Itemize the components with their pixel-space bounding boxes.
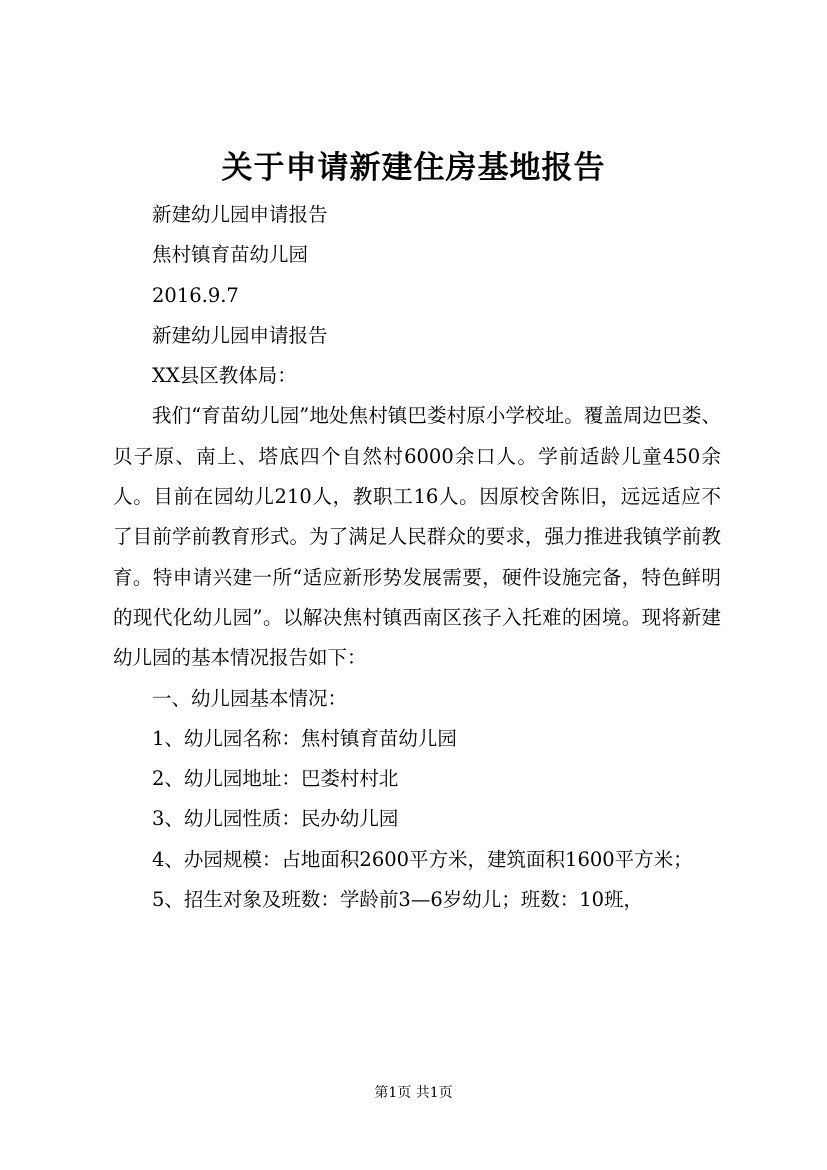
document-body — [113, 195, 721, 920]
paragraph-date: 2016.9.7 — [152, 283, 239, 307]
paragraph-item-2: 2、幼儿园地址：巴娄村村北 — [152, 767, 399, 791]
page-footer: 第1页 共1页 — [374, 1085, 453, 1101]
paragraph-subtitle: 新建幼儿园申请报告 — [152, 203, 328, 226]
paragraph-item-4: 4、办园规模：占地面积2600平方米，建筑面积1600平方米； — [152, 847, 693, 871]
document-title: 关于申请新建住房基地报告 — [221, 150, 606, 186]
paragraph-kindergarten-name: 焦村镇育苗幼儿园 — [152, 243, 309, 267]
paragraph-addressee: XX县区教体局： — [152, 364, 297, 388]
paragraph-section-one: 一、幼儿园基本情况： — [152, 686, 348, 710]
paragraph-main-body: 我们“育苗幼儿园”地处焦村镇巴娄村原小学校址。覆盖周边巴娄、贝子原、南上、塔底四个自然村6000余口人。学前适龄儿童450余人。目前在园幼儿210人，教职工16人。因原校舍陈旧，远远适应不了目前学前教育形式。为了满足人民群众的要求，强力推进我镇学前教育。特申请兴建一所“适应新形势发展需要，硬件设施完备，特色鲜明的现代化幼儿园”。以解决焦村镇西南区孩子入托难的困境。现将新建幼儿园的基本情况报告如下： — [113, 404, 721, 670]
paragraph-item-3: 3、幼儿园性质：民办幼儿园 — [152, 807, 399, 831]
paragraph-item-1: 1、幼儿园名称：焦村镇育苗幼儿园 — [152, 726, 457, 750]
paragraph-item-5: 5、招生对象及班数：学龄前3—6岁幼儿；班数：10班， — [152, 888, 644, 912]
paragraph-report-heading: 新建幼儿园申请报告 — [152, 323, 328, 347]
